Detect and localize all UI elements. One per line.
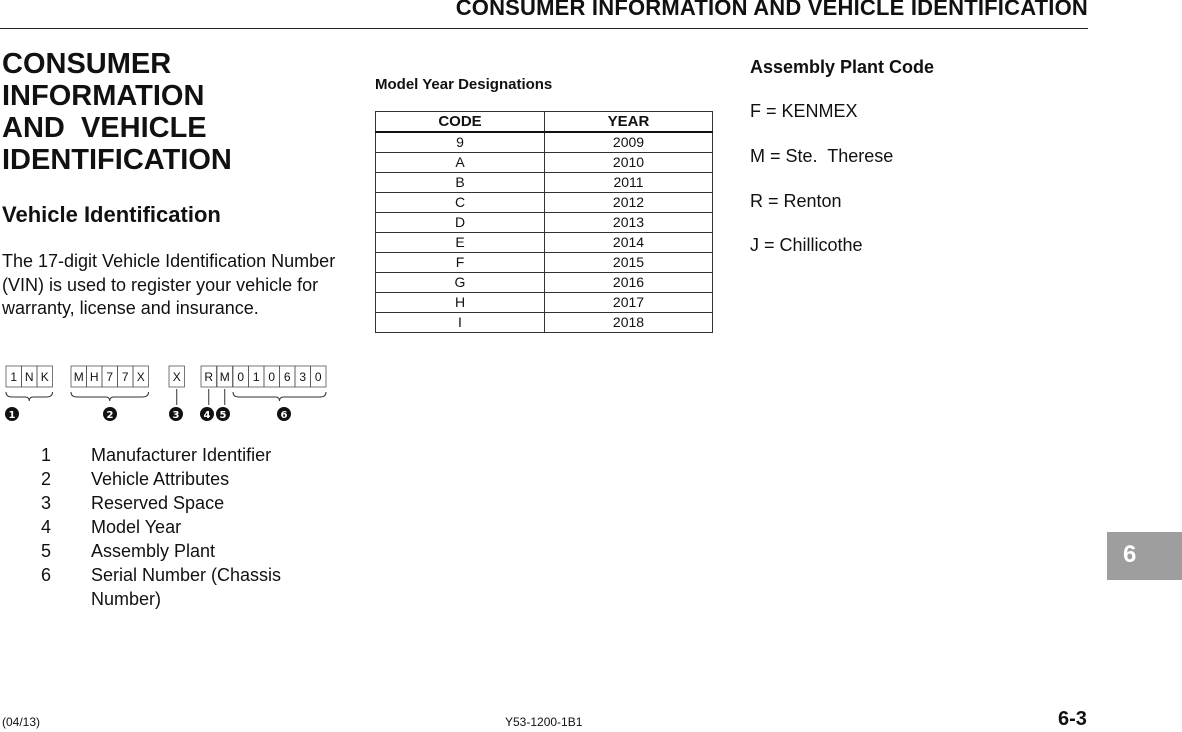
year-cell: 2010 [545,153,713,173]
vin-group-brace [71,392,149,401]
section-title: Vehicle Identification [2,202,221,227]
vin-group-brace [6,392,53,401]
plant-code: J = Chillicothe [750,235,863,256]
vin-char: R [204,370,214,384]
legend-number: 3 [41,493,52,513]
table-row [376,313,713,333]
vin-char: 7 [121,370,129,384]
year-cell: 2017 [545,293,713,313]
vin-char: N [24,370,34,384]
chapter-tab [1107,532,1182,580]
legend-number: 6 [41,565,52,585]
legend-item [36,491,356,515]
callout-number: 4 [203,410,211,421]
vin-group-brace [233,392,326,401]
running-header-title: CONSUMER INFORMATION AND VEHICLE IDENTIFICATION [455,0,1088,20]
vin-char: 1 [10,370,18,384]
legend-text: Model Year [91,517,182,537]
column-header-year: YEAR [545,112,713,133]
running-header [0,0,1088,29]
callout-number: 5 [219,410,227,421]
footer-doc-id: Y53-1200-1B1 [505,715,583,729]
plant-code: M = Ste. Therese [750,145,894,166]
page-title-line: INFORMATION [2,80,205,112]
model-year-caption: Model Year Designations [375,76,553,93]
assembly-plant-list [750,100,893,279]
callout-number: 6 [280,410,288,421]
year-cell: 2012 [545,193,713,213]
legend-text: Manufacturer Identifier [91,445,272,465]
table-row [376,193,713,213]
code-cell: 9 [376,132,545,153]
table-row [376,293,713,313]
plant-code: F = KENMEX [750,101,858,121]
code-cell: A [376,153,545,173]
chapter-number: 6 [1123,541,1137,568]
vin-char: X [136,370,145,384]
code-cell: C [376,193,545,213]
year-cell: 2009 [545,132,713,153]
legend-text: Reserved Space [91,493,225,513]
legend-text: Serial Number (Chassis Number) [91,565,282,609]
table-row [376,132,713,153]
legend-text: Vehicle Attributes [91,469,230,489]
code-cell: H [376,293,545,313]
legend-item [36,563,356,611]
legend-item [36,539,356,563]
year-cell: 2014 [545,233,713,253]
legend-text: Assembly Plant [91,541,216,561]
plant-code: R = Renton [750,190,842,211]
vin-char: H [89,370,99,384]
table-header-row [376,112,713,133]
vin-char: 3 [299,370,307,384]
legend-item [36,515,356,539]
table-row [376,213,713,233]
vin-char: M [73,370,84,384]
year-cell: 2015 [545,253,713,273]
legend-number: 5 [41,541,52,561]
vin-char: 0 [237,370,245,384]
legend-number: 2 [41,469,52,489]
code-cell: I [376,313,545,333]
page-title-line: IDENTIFICATION [2,144,232,176]
table-row [376,173,713,193]
table-row [376,273,713,293]
legend-item [36,467,356,491]
vin-char: 6 [283,370,291,384]
vin-char: 7 [106,370,114,384]
vin-diagram [0,358,345,428]
code-cell: D [376,213,545,233]
column-header-code: CODE [376,112,545,133]
callout-number: 1 [8,410,16,421]
code-cell: E [376,233,545,253]
legend-item [36,443,356,467]
legend-number: 4 [41,517,52,537]
vin-char: 0 [314,370,322,384]
code-cell: F [376,253,545,273]
year-cell: 2016 [545,273,713,293]
vin-char: M [219,370,230,384]
vin-char: K [40,370,49,384]
table-row [376,233,713,253]
callout-number: 3 [172,410,180,421]
assembly-plant-title: Assembly Plant Code [750,57,935,77]
code-cell: G [376,273,545,293]
year-cell: 2011 [545,173,713,193]
callout-number: 2 [106,410,114,421]
table-row [376,253,713,273]
legend-number: 1 [41,445,52,465]
page-number: 6-3 [1058,708,1087,730]
model-year-table [375,111,713,333]
vin-legend [36,443,356,611]
vin-char: 1 [252,370,260,384]
year-cell: 2013 [545,213,713,233]
page-title-line: CONSUMER [2,48,172,80]
intro-paragraph: The 17-digit Vehicle Identification Number (VIN) is used to register your vehicle for warranty, license and insurance. [2,251,336,318]
code-cell: B [376,173,545,193]
table-row [376,153,713,173]
page-title [2,48,342,176]
vin-char: 0 [268,370,276,384]
vin-char: X [172,370,181,384]
year-cell: 2018 [545,313,713,333]
footer-date: (04/13) [2,715,41,729]
page-title-line: AND VEHICLE [2,112,207,144]
